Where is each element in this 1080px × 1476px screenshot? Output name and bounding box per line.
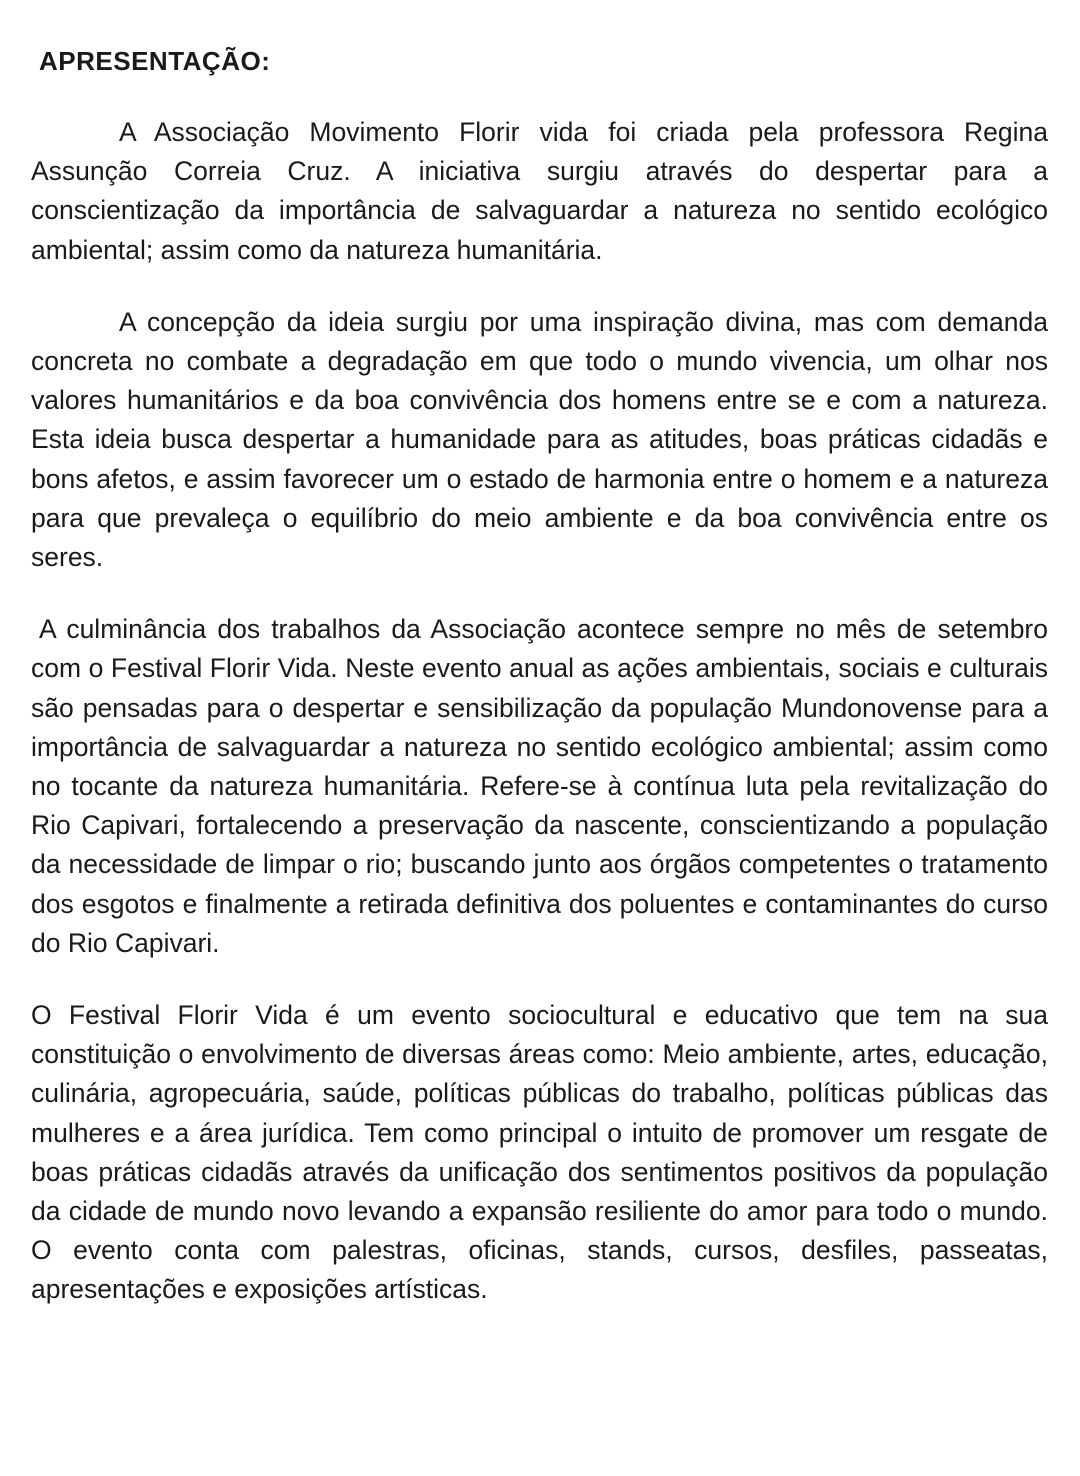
paragraph-festival-culmination: A culminância dos trabalhos da Associação acontece sempre no mês de setembro com o Festival Florir Vida. Neste evento anual as ações ambientais, sociais e culturais são pensadas para o despertar e sensibilização da população Mundonovense para a importância de salvaguardar a natureza no sentido ecológico ambiental; assim como no tocante da natureza humanitária. Refere-se à contínua luta pela revitalização do Rio Capivari, fortalecendo a preservação da nascente, conscientizando a população da necessidade de limpar o rio; buscando junto aos órgãos competentes o tratamento dos esgotos e finalmente a retirada definitiva dos poluentes e contaminantes do curso do Rio Capivari. [31,614,1048,958]
paragraph-festival-description: O Festival Florir Vida é um evento sociocultural e educativo que tem na sua constituição o envolvimento de diversas áreas como: Meio ambiente, artes, educação, culinária, agropecuária, saúde, políticas públicas do trabalho, políticas públicas das mulheres e a área jurídica. Tem como principal o intuito de promover um resgate de boas práticas cidadãs através da unificação dos sentimentos positivos da população da cidade de mundo novo levando a expansão resiliente do amor para todo o mundo. O evento conta com palestras, oficinas, stands, cursos, desfiles, passeatas, apresentações e exposições artísticas. [31,1000,1048,1305]
paragraph-idea-conception: A concepção da ideia surgiu por uma inspiração divina, mas com demanda concreta no combate a degradação em que todo o mundo vivencia, um olhar nos valores humanitários e da boa convivência dos homens entre se e com a natureza. Esta ideia busca despertar a humanidade para as atitudes, boas práticas cidadãs e bons afetos, e assim favorecer um o estado de harmonia entre o homem e a natureza para que prevaleça o equilíbrio do meio ambiente e da boa convivência entre os seres. [31,306,1048,573]
document-page [31,0,1048,1310]
document-heading: APRESENTAÇÃO: [39,46,271,76]
paragraph-association-origin: A Associação Movimento Florir vida foi criada pela professora Regina Assunção Correia Cruz. A iniciativa surgiu através do despertar para a conscientização da importância de salvaguardar a natureza no sentido ecológico ambiental; assim como da natureza humanitária. [31,117,1048,265]
